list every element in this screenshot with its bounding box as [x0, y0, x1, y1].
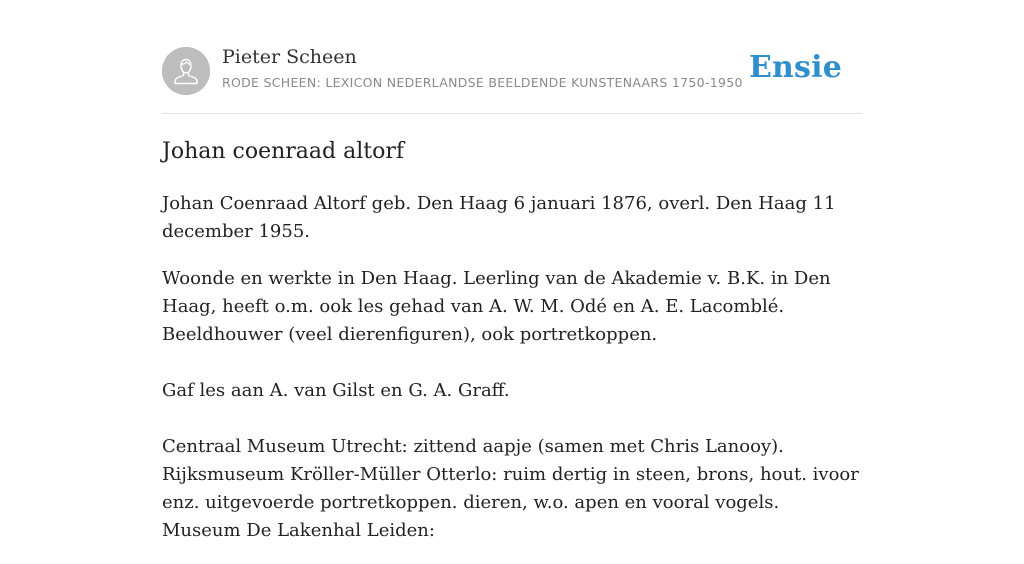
- author-header: [162, 46, 862, 96]
- author-name[interactable]: Pieter Scheen: [222, 46, 357, 68]
- source-title[interactable]: RODE SCHEEN: LEXICON NEDERLANDSE BEELDENDE KUNSTENAARS 1750-1950: [222, 75, 743, 90]
- header-divider: [162, 113, 862, 114]
- article-paragraph: Woonde en werkte in Den Haag. Leerling van de Akademie v. B.K. in Den Haag, heeft o.m. ook les gehad van A. W. M. Odé en A. E. Lacomblé. Beeldhouwer (veel dierenfiguren), ook portretkoppen.: [162, 268, 831, 345]
- article-paragraph: Johan Coenraad Altorf geb. Den Haag 6 januari 1876, overl. Den Haag 11 december 1955.: [162, 193, 836, 242]
- article-title: Johan coenraad altorf: [162, 139, 404, 164]
- user-outline-icon: [162, 47, 210, 95]
- article-content: [162, 136, 862, 564]
- article-paragraph: Centraal Museum Utrecht: zittend aapje (samen met Chris Lanooy). Rijksmuseum Kröller-Müller Otterlo: ruim dertig in steen, brons, hout. ivoor enz. uitgevoerde portretkoppen. dieren, w.o. apen en vooral vogels. Museum De Lakenhal Leiden:: [162, 436, 859, 541]
- article-paragraph: Gaf les aan A. van Gilst en G. A. Graff.: [162, 380, 510, 401]
- author-avatar[interactable]: [162, 47, 210, 95]
- ensie-logo[interactable]: Ensie: [748, 50, 842, 85]
